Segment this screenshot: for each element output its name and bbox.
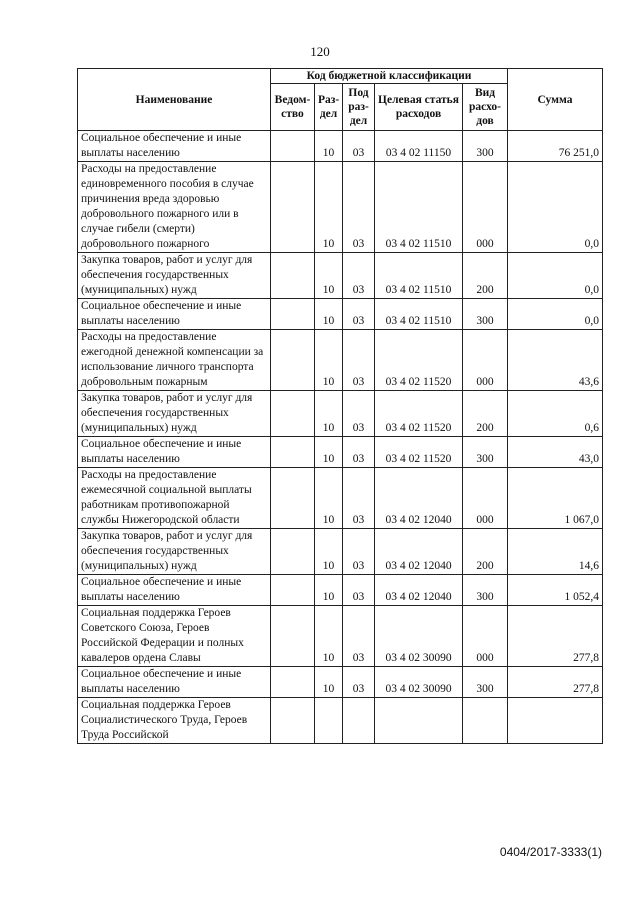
row-target-article-cell: 03 4 02 11510 (375, 162, 463, 253)
row-name-cell: Социальная поддержка Героев Социалистического Труда, Героев Труда Российской (78, 698, 271, 744)
row-razdel-cell (315, 698, 343, 744)
row-podrazdel-cell (343, 698, 375, 744)
table-body (78, 131, 603, 744)
row-expense-type-cell: 300 (463, 667, 508, 698)
row-name-cell: Социальное обеспечение и иные выплаты населению (78, 437, 271, 468)
table-row (78, 667, 603, 698)
page-number: 120 (310, 44, 330, 59)
row-razdel-cell: 10 (315, 575, 343, 606)
row-sum-cell: 76 251,0 (508, 131, 603, 162)
row-podrazdel-cell: 03 (343, 437, 375, 468)
row-vedomstvo-cell (271, 437, 315, 468)
row-podrazdel-cell: 03 (343, 529, 375, 575)
row-expense-type-cell: 000 (463, 330, 508, 391)
table-row (78, 468, 603, 529)
row-vedomstvo-cell (271, 253, 315, 299)
table-row (78, 299, 603, 330)
row-name-cell: Закупка товаров, работ и услуг для обеспечения государственных (муниципальных) нужд (78, 391, 271, 437)
header-expense-type: Вид расхо-дов (463, 84, 508, 131)
table-row (78, 391, 603, 437)
table-row (78, 330, 603, 391)
header-target-article: Целевая статья расходов (375, 84, 463, 131)
row-expense-type-cell: 200 (463, 253, 508, 299)
document-code: 0404/2017-3333(1) (499, 845, 602, 859)
row-sum-cell: 1 067,0 (508, 468, 603, 529)
row-name-cell: Социальное обеспечение и иные выплаты населению (78, 575, 271, 606)
row-vedomstvo-cell (271, 468, 315, 529)
row-vedomstvo-cell (271, 606, 315, 667)
table-row (78, 162, 603, 253)
row-sum-cell (508, 698, 603, 744)
row-vedomstvo-cell (271, 529, 315, 575)
table-row (78, 698, 603, 744)
row-vedomstvo-cell (271, 330, 315, 391)
row-name-cell: Расходы на предоставление ежемесячной социальной выплаты работникам противопожарной службы Нижегородской области (78, 468, 271, 529)
row-name-cell: Расходы на предоставление ежегодной денежной компенсации за использование личного транспорта добровольным пожарным (78, 330, 271, 391)
row-sum-cell: 277,8 (508, 667, 603, 698)
row-podrazdel-cell: 03 (343, 162, 375, 253)
row-podrazdel-cell: 03 (343, 299, 375, 330)
header-name: Наименование (78, 69, 271, 131)
row-target-article-cell (375, 698, 463, 744)
row-sum-cell: 277,8 (508, 606, 603, 667)
table-row (78, 529, 603, 575)
row-target-article-cell: 03 4 02 12040 (375, 468, 463, 529)
row-sum-cell: 43,0 (508, 437, 603, 468)
row-target-article-cell: 03 4 02 30090 (375, 606, 463, 667)
row-razdel-cell: 10 (315, 131, 343, 162)
row-sum-cell: 14,6 (508, 529, 603, 575)
table-row (78, 253, 603, 299)
row-name-cell: Социальное обеспечение и иные выплаты населению (78, 667, 271, 698)
header-vedomstvo: Ведом-ство (271, 84, 315, 131)
row-target-article-cell: 03 4 02 11520 (375, 330, 463, 391)
row-target-article-cell: 03 4 02 11520 (375, 437, 463, 468)
row-vedomstvo-cell (271, 131, 315, 162)
row-target-article-cell: 03 4 02 11510 (375, 253, 463, 299)
row-expense-type-cell: 000 (463, 606, 508, 667)
row-podrazdel-cell: 03 (343, 575, 375, 606)
row-sum-cell: 0,6 (508, 391, 603, 437)
row-target-article-cell: 03 4 02 12040 (375, 529, 463, 575)
row-sum-cell: 43,6 (508, 330, 603, 391)
row-name-cell: Закупка товаров, работ и услуг для обеспечения государственных (муниципальных) нужд (78, 529, 271, 575)
budget-table (77, 68, 603, 744)
row-razdel-cell: 10 (315, 162, 343, 253)
row-target-article-cell: 03 4 02 11520 (375, 391, 463, 437)
row-name-cell: Социальное обеспечение и иные выплаты населению (78, 131, 271, 162)
row-expense-type-cell: 300 (463, 131, 508, 162)
row-podrazdel-cell: 03 (343, 606, 375, 667)
row-expense-type-cell (463, 698, 508, 744)
row-podrazdel-cell: 03 (343, 391, 375, 437)
row-sum-cell: 0,0 (508, 299, 603, 330)
row-vedomstvo-cell (271, 162, 315, 253)
row-name-cell: Социальная поддержка Героев Советского Союза, Героев Российской Федерации и полных кавалеров ордена Славы (78, 606, 271, 667)
row-expense-type-cell: 300 (463, 437, 508, 468)
row-vedomstvo-cell (271, 299, 315, 330)
row-target-article-cell: 03 4 02 12040 (375, 575, 463, 606)
table-row (78, 575, 603, 606)
row-podrazdel-cell: 03 (343, 253, 375, 299)
row-razdel-cell: 10 (315, 529, 343, 575)
header-podrazdel: Под раз-дел (343, 84, 375, 131)
row-expense-type-cell: 300 (463, 575, 508, 606)
row-name-cell: Социальное обеспечение и иные выплаты населению (78, 299, 271, 330)
row-expense-type-cell: 200 (463, 529, 508, 575)
row-vedomstvo-cell (271, 667, 315, 698)
header-budget-code-group: Код бюджетной классификации (271, 69, 508, 84)
row-name-cell: Расходы на предоставление единовременного пособия в случае причинения вреда здоровью добровольного пожарного или в случае гибели (смерти) добровольного пожарного (78, 162, 271, 253)
row-sum-cell: 1 052,4 (508, 575, 603, 606)
row-razdel-cell: 10 (315, 667, 343, 698)
row-razdel-cell: 10 (315, 468, 343, 529)
row-razdel-cell: 10 (315, 253, 343, 299)
row-podrazdel-cell: 03 (343, 330, 375, 391)
table-row (78, 131, 603, 162)
row-razdel-cell: 10 (315, 437, 343, 468)
row-podrazdel-cell: 03 (343, 131, 375, 162)
row-target-article-cell: 03 4 02 11510 (375, 299, 463, 330)
table-row (78, 606, 603, 667)
row-vedomstvo-cell (271, 575, 315, 606)
row-razdel-cell: 10 (315, 299, 343, 330)
row-podrazdel-cell: 03 (343, 667, 375, 698)
row-razdel-cell: 10 (315, 391, 343, 437)
table-row (78, 437, 603, 468)
row-expense-type-cell: 200 (463, 391, 508, 437)
row-razdel-cell: 10 (315, 606, 343, 667)
row-expense-type-cell: 300 (463, 299, 508, 330)
row-sum-cell: 0,0 (508, 162, 603, 253)
row-podrazdel-cell: 03 (343, 468, 375, 529)
row-expense-type-cell: 000 (463, 468, 508, 529)
row-expense-type-cell: 000 (463, 162, 508, 253)
header-razdel: Раз-дел (315, 84, 343, 131)
header-sum: Сумма (508, 69, 603, 131)
row-vedomstvo-cell (271, 391, 315, 437)
row-name-cell: Закупка товаров, работ и услуг для обеспечения государственных (муниципальных) нужд (78, 253, 271, 299)
row-target-article-cell: 03 4 02 30090 (375, 667, 463, 698)
row-sum-cell: 0,0 (508, 253, 603, 299)
row-target-article-cell: 03 4 02 11150 (375, 131, 463, 162)
row-razdel-cell: 10 (315, 330, 343, 391)
row-vedomstvo-cell (271, 698, 315, 744)
